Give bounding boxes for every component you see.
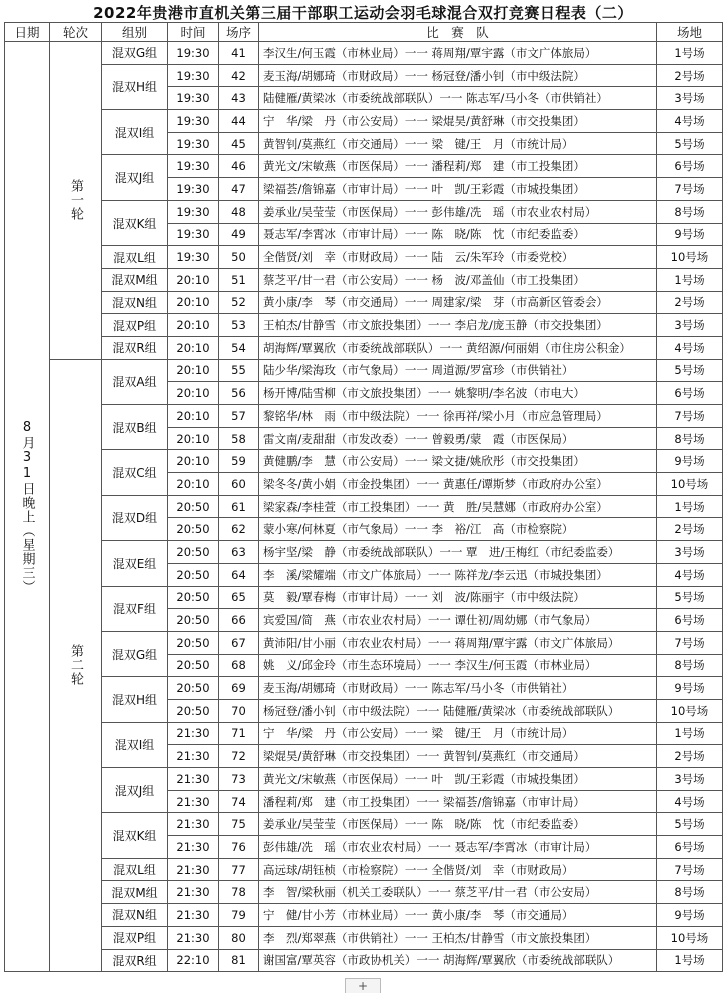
time-cell: 20:10 [168, 268, 219, 291]
table-row [5, 858, 723, 881]
court-cell: 1号场 [657, 42, 723, 65]
group-cell: 混双R组 [102, 336, 168, 359]
court-cell: 6号场 [657, 836, 723, 859]
time-cell: 20:50 [168, 541, 219, 564]
time-cell: 20:50 [168, 699, 219, 722]
time-cell: 20:10 [168, 336, 219, 359]
table-row [5, 246, 723, 269]
group-cell: 混双J组 [102, 155, 168, 200]
time-cell: 20:10 [168, 427, 219, 450]
match-no-cell: 67 [219, 631, 259, 654]
table-row [5, 926, 723, 949]
teams-cell: 姜承业/吴莹莹（市医保局）一一 陈 晓/陈 忱（市纪委监委） [259, 813, 657, 836]
group-cell: 混双L组 [102, 246, 168, 269]
table-row [5, 722, 723, 745]
court-cell: 5号场 [657, 813, 723, 836]
group-cell: 混双I组 [102, 110, 168, 155]
match-no-cell: 48 [219, 200, 259, 223]
match-no-cell: 60 [219, 473, 259, 496]
match-no-cell: 52 [219, 291, 259, 314]
group-cell: 混双A组 [102, 359, 168, 404]
match-no-cell: 66 [219, 609, 259, 632]
time-cell: 21:30 [168, 790, 219, 813]
time-cell: 19:30 [168, 132, 219, 155]
time-cell: 20:10 [168, 359, 219, 382]
match-no-cell: 50 [219, 246, 259, 269]
court-cell: 2号场 [657, 291, 723, 314]
table-row [5, 949, 723, 972]
court-cell: 6号场 [657, 609, 723, 632]
time-cell: 19:30 [168, 246, 219, 269]
court-cell: 2号场 [657, 518, 723, 541]
teams-cell: 宁 华/梁 丹（市公安局）一一 梁焜昊/黄舒琳（市交投集团） [259, 110, 657, 133]
match-no-cell: 57 [219, 405, 259, 428]
teams-cell: 黄沛阳/甘小丽（市农业农村局）一一 蒋周翔/覃宇露（市文广体旅局） [259, 631, 657, 654]
table-row [5, 881, 723, 904]
match-no-cell: 79 [219, 904, 259, 927]
group-cell: 混双G组 [102, 42, 168, 65]
group-cell: 混双C组 [102, 450, 168, 495]
match-no-cell: 80 [219, 926, 259, 949]
teams-cell: 李 烈/郑翠燕（市供销社）一一 王柏杰/甘静雪（市文旅投集团） [259, 926, 657, 949]
group-cell: 混双H组 [102, 64, 168, 109]
group-cell: 混双F组 [102, 586, 168, 631]
court-cell: 4号场 [657, 336, 723, 359]
teams-cell: 梁家森/李桂萱（市工投集团）一一 黄 胜/吴慧娜（市政府办公室） [259, 495, 657, 518]
match-no-cell: 46 [219, 155, 259, 178]
time-cell: 20:50 [168, 631, 219, 654]
match-no-cell: 62 [219, 518, 259, 541]
match-no-cell: 42 [219, 64, 259, 87]
time-cell: 22:10 [168, 949, 219, 972]
court-cell: 1号场 [657, 495, 723, 518]
court-cell: 6号场 [657, 155, 723, 178]
teams-cell: 梁冬冬/黄小娟（市金投集团）一一 黄惠任/谭斯梦（市政府办公室） [259, 473, 657, 496]
time-cell: 21:30 [168, 881, 219, 904]
time-cell: 21:30 [168, 926, 219, 949]
match-no-cell: 70 [219, 699, 259, 722]
court-cell: 7号场 [657, 858, 723, 881]
match-no-cell: 41 [219, 42, 259, 65]
teams-cell: 潘程莉/郑 建（市工投集团）一一 梁福荟/詹锦嘉（市审计局） [259, 790, 657, 813]
group-cell: 混双M组 [102, 881, 168, 904]
time-cell: 20:10 [168, 314, 219, 337]
match-no-cell: 51 [219, 268, 259, 291]
court-cell: 3号场 [657, 314, 723, 337]
round-cell: 第一轮 [50, 42, 102, 360]
table-row [5, 336, 723, 359]
table-row [5, 631, 723, 654]
court-cell: 5号场 [657, 586, 723, 609]
court-cell: 1号场 [657, 949, 723, 972]
table-row [5, 768, 723, 791]
time-cell: 19:30 [168, 178, 219, 201]
header-time: 时间 [168, 23, 219, 42]
court-cell: 1号场 [657, 268, 723, 291]
round-cell: 第二轮 [50, 359, 102, 972]
table-row [5, 291, 723, 314]
match-no-cell: 81 [219, 949, 259, 972]
teams-cell: 高远球/胡钰桢（市检察院）一一 全偕贤/刘 幸（市财政局） [259, 858, 657, 881]
group-cell: 混双R组 [102, 949, 168, 972]
group-cell: 混双N组 [102, 291, 168, 314]
teams-cell: 杨开博/陆雪柳（市文旅投集团）一一 姚黎明/李名波（市电大） [259, 382, 657, 405]
time-cell: 20:50 [168, 609, 219, 632]
table-row [5, 64, 723, 87]
court-cell: 9号场 [657, 223, 723, 246]
teams-cell: 黄智钊/莫燕红（市交通局）一一 梁 键/王 月（市统计局） [259, 132, 657, 155]
teams-cell: 李 智/梁秋丽（机关工委联队）一一 蔡芝平/甘一君（市公安局） [259, 881, 657, 904]
table-row [5, 155, 723, 178]
table-row [5, 450, 723, 473]
time-cell: 20:50 [168, 677, 219, 700]
group-cell: 混双L组 [102, 858, 168, 881]
court-cell: 1号场 [657, 722, 723, 745]
teams-cell: 李 溪/梁耀端（市文广体旅局）一一 陈祥龙/李云迅（市城投集团） [259, 563, 657, 586]
teams-cell: 黄光文/宋敏燕（市医保局）一一 潘程莉/郑 建（市工投集团） [259, 155, 657, 178]
court-cell: 8号场 [657, 427, 723, 450]
table-row [5, 405, 723, 428]
match-no-cell: 72 [219, 745, 259, 768]
teams-cell: 胡海辉/覃翼欣（市委统战部联队）一一 黄绍源/何丽娟（市住房公积金） [259, 336, 657, 359]
court-cell: 9号场 [657, 677, 723, 700]
group-cell: 混双I组 [102, 722, 168, 767]
court-cell: 10号场 [657, 246, 723, 269]
match-no-cell: 43 [219, 87, 259, 110]
match-no-cell: 68 [219, 654, 259, 677]
table-row [5, 904, 723, 927]
match-no-cell: 69 [219, 677, 259, 700]
match-no-cell: 58 [219, 427, 259, 450]
table-row [5, 314, 723, 337]
court-cell: 8号场 [657, 200, 723, 223]
group-cell: 混双P组 [102, 926, 168, 949]
group-cell: 混双K组 [102, 200, 168, 245]
page-title: 2022年贵港市直机关第三届干部职工运动会羽毛球混合双打竞赛日程表（二） [93, 4, 633, 22]
teams-cell: 黄光文/宋敏燕（市医保局）一一 叶 凯/王彩霞（市城投集团） [259, 768, 657, 791]
date-cell: 8月31日晚上（星期三） [5, 42, 50, 972]
time-cell: 19:30 [168, 87, 219, 110]
table-row [5, 586, 723, 609]
teams-cell: 彭伟雄/冼 瑶（市农业农村局）一一 聂志军/李霄冰（市审计局） [259, 836, 657, 859]
time-cell: 20:50 [168, 586, 219, 609]
court-cell: 4号场 [657, 110, 723, 133]
teams-cell: 宁 华/梁 丹（市公安局）一一 梁 键/王 月（市统计局） [259, 722, 657, 745]
header-match-no: 场序 [219, 23, 259, 42]
header-teams: 比 赛 队 [259, 23, 657, 42]
table-row [5, 813, 723, 836]
add-sheet-button[interactable]: + [345, 978, 381, 993]
time-cell: 20:10 [168, 405, 219, 428]
teams-cell: 聂志军/李霄冰（市审计局）一一 陈 晓/陈 忱（市纪委监委） [259, 223, 657, 246]
court-cell: 2号场 [657, 745, 723, 768]
header-round: 轮次 [50, 23, 102, 42]
match-no-cell: 49 [219, 223, 259, 246]
court-cell: 8号场 [657, 881, 723, 904]
court-cell: 3号场 [657, 541, 723, 564]
match-no-cell: 63 [219, 541, 259, 564]
match-no-cell: 77 [219, 858, 259, 881]
time-cell: 21:30 [168, 836, 219, 859]
group-cell: 混双D组 [102, 495, 168, 540]
schedule-table [4, 22, 723, 972]
match-no-cell: 55 [219, 359, 259, 382]
teams-cell: 宁 健/甘小芳（市林业局）一一 黄小康/李 琴（市交通局） [259, 904, 657, 927]
table-row [5, 359, 723, 382]
time-cell: 21:30 [168, 722, 219, 745]
match-no-cell: 59 [219, 450, 259, 473]
teams-cell: 全偕贤/刘 幸（市财政局）一一 陆 云/朱军玲（市委党校） [259, 246, 657, 269]
table-row [5, 42, 723, 65]
group-cell: 混双H组 [102, 677, 168, 722]
match-no-cell: 78 [219, 881, 259, 904]
table-row [5, 677, 723, 700]
group-cell: 混双G组 [102, 631, 168, 676]
match-no-cell: 73 [219, 768, 259, 791]
court-cell: 7号场 [657, 178, 723, 201]
match-no-cell: 45 [219, 132, 259, 155]
match-no-cell: 54 [219, 336, 259, 359]
time-cell: 20:50 [168, 654, 219, 677]
court-cell: 6号场 [657, 382, 723, 405]
court-cell: 3号场 [657, 768, 723, 791]
teams-cell: 黄小康/李 琴（市交通局）一一 周建家/梁 芽（市高新区管委会） [259, 291, 657, 314]
table-row [5, 110, 723, 133]
teams-cell: 杨冠登/潘小钊（市中级法院）一一 陆健雁/黄梁冰（市委统战部联队） [259, 699, 657, 722]
teams-cell: 麦玉海/胡娜琦（市财政局）一一 杨冠登/潘小钊（市中级法院） [259, 64, 657, 87]
time-cell: 20:10 [168, 450, 219, 473]
group-cell: 混双N组 [102, 904, 168, 927]
group-cell: 混双P组 [102, 314, 168, 337]
time-cell: 21:30 [168, 858, 219, 881]
time-cell: 19:30 [168, 64, 219, 87]
teams-cell: 梁焜昊/黄舒琳（市交投集团）一一 黄智钊/莫燕红（市交通局） [259, 745, 657, 768]
teams-cell: 梁福荟/詹锦嘉（市审计局）一一 叶 凯/王彩霞（市城投集团） [259, 178, 657, 201]
match-no-cell: 47 [219, 178, 259, 201]
teams-cell: 雷文南/麦甜甜（市发改委）一一 曾毅勇/蒙 霞（市医保局） [259, 427, 657, 450]
time-cell: 19:30 [168, 155, 219, 178]
match-no-cell: 56 [219, 382, 259, 405]
teams-cell: 姜承业/吴莹莹（市医保局）一一 彭伟雄/冼 瑶（市农业农村局） [259, 200, 657, 223]
match-no-cell: 76 [219, 836, 259, 859]
teams-cell: 王柏杰/甘静雪（市文旅投集团）一一 李启龙/庞玉静（市交投集团） [259, 314, 657, 337]
header-row [5, 23, 723, 42]
time-cell: 21:30 [168, 768, 219, 791]
header-date: 日期 [5, 23, 50, 42]
teams-cell: 陆健雁/黄梁冰（市委统战部联队）一一 陈志军/马小冬（市供销社） [259, 87, 657, 110]
time-cell: 21:30 [168, 813, 219, 836]
court-cell: 8号场 [657, 654, 723, 677]
time-cell: 19:30 [168, 200, 219, 223]
court-cell: 9号场 [657, 450, 723, 473]
court-cell: 10号场 [657, 926, 723, 949]
time-cell: 19:30 [168, 42, 219, 65]
match-no-cell: 71 [219, 722, 259, 745]
teams-cell: 宾爱国/简 燕（市农业农村局）一一 谭仕初/周幼娜（市气象局） [259, 609, 657, 632]
group-cell: 混双E组 [102, 541, 168, 586]
header-court: 场地 [657, 23, 723, 42]
time-cell: 21:30 [168, 745, 219, 768]
teams-cell: 谢国富/覃英容（市政协机关）一一 胡海辉/覃翼欣（市委统战部联队） [259, 949, 657, 972]
time-cell: 20:50 [168, 495, 219, 518]
court-cell: 4号场 [657, 790, 723, 813]
match-no-cell: 75 [219, 813, 259, 836]
court-cell: 7号场 [657, 405, 723, 428]
teams-cell: 陆少华/梁海玫（市气象局）一一 周道源/罗富珍（市供销社） [259, 359, 657, 382]
time-cell: 19:30 [168, 110, 219, 133]
table-row [5, 200, 723, 223]
court-cell: 10号场 [657, 699, 723, 722]
court-cell: 4号场 [657, 563, 723, 586]
court-cell: 2号场 [657, 64, 723, 87]
teams-cell: 蔡芝平/甘一君（市公安局）一一 杨 波/邓盖仙（市工投集团） [259, 268, 657, 291]
teams-cell: 黄健鹏/李 慧（市公安局）一一 梁文捷/姚欣彤（市交投集团） [259, 450, 657, 473]
time-cell: 20:10 [168, 291, 219, 314]
match-no-cell: 53 [219, 314, 259, 337]
teams-cell: 姚 义/邱金玲（市生态环境局）一一 李汉生/何玉霞（市林业局） [259, 654, 657, 677]
court-cell: 10号场 [657, 473, 723, 496]
court-cell: 9号场 [657, 904, 723, 927]
teams-cell: 黎铭华/林 雨（市中级法院）一一 徐再祥/梁小月（市应急管理局） [259, 405, 657, 428]
time-cell: 21:30 [168, 904, 219, 927]
court-cell: 3号场 [657, 87, 723, 110]
time-cell: 19:30 [168, 223, 219, 246]
time-cell: 20:50 [168, 518, 219, 541]
table-row [5, 541, 723, 564]
match-no-cell: 64 [219, 563, 259, 586]
court-cell: 5号场 [657, 132, 723, 155]
group-cell: 混双M组 [102, 268, 168, 291]
time-cell: 20:50 [168, 563, 219, 586]
match-no-cell: 74 [219, 790, 259, 813]
time-cell: 20:10 [168, 382, 219, 405]
court-cell: 7号场 [657, 631, 723, 654]
group-cell: 混双K组 [102, 813, 168, 858]
teams-cell: 杨宇坚/梁 静（市委统战部联队）一一 覃 进/王梅红（市纪委监委） [259, 541, 657, 564]
match-no-cell: 44 [219, 110, 259, 133]
court-cell: 5号场 [657, 359, 723, 382]
group-cell: 混双B组 [102, 405, 168, 450]
table-row [5, 268, 723, 291]
group-cell: 混双J组 [102, 768, 168, 813]
teams-cell: 李汉生/何玉霞（市林业局）一一 蒋周翔/覃宇露（市文广体旅局） [259, 42, 657, 65]
teams-cell: 麦玉海/胡娜琦（市财政局）一一 陈志军/马小冬（市供销社） [259, 677, 657, 700]
match-no-cell: 65 [219, 586, 259, 609]
header-group: 组别 [102, 23, 168, 42]
table-row [5, 495, 723, 518]
teams-cell: 莫 毅/覃春梅（市审计局）一一 刘 波/陈丽宇（市中级法院） [259, 586, 657, 609]
time-cell: 20:10 [168, 473, 219, 496]
match-no-cell: 61 [219, 495, 259, 518]
teams-cell: 蒙小寒/何林夏（市气象局）一一 李 裕/江 高（市检察院） [259, 518, 657, 541]
